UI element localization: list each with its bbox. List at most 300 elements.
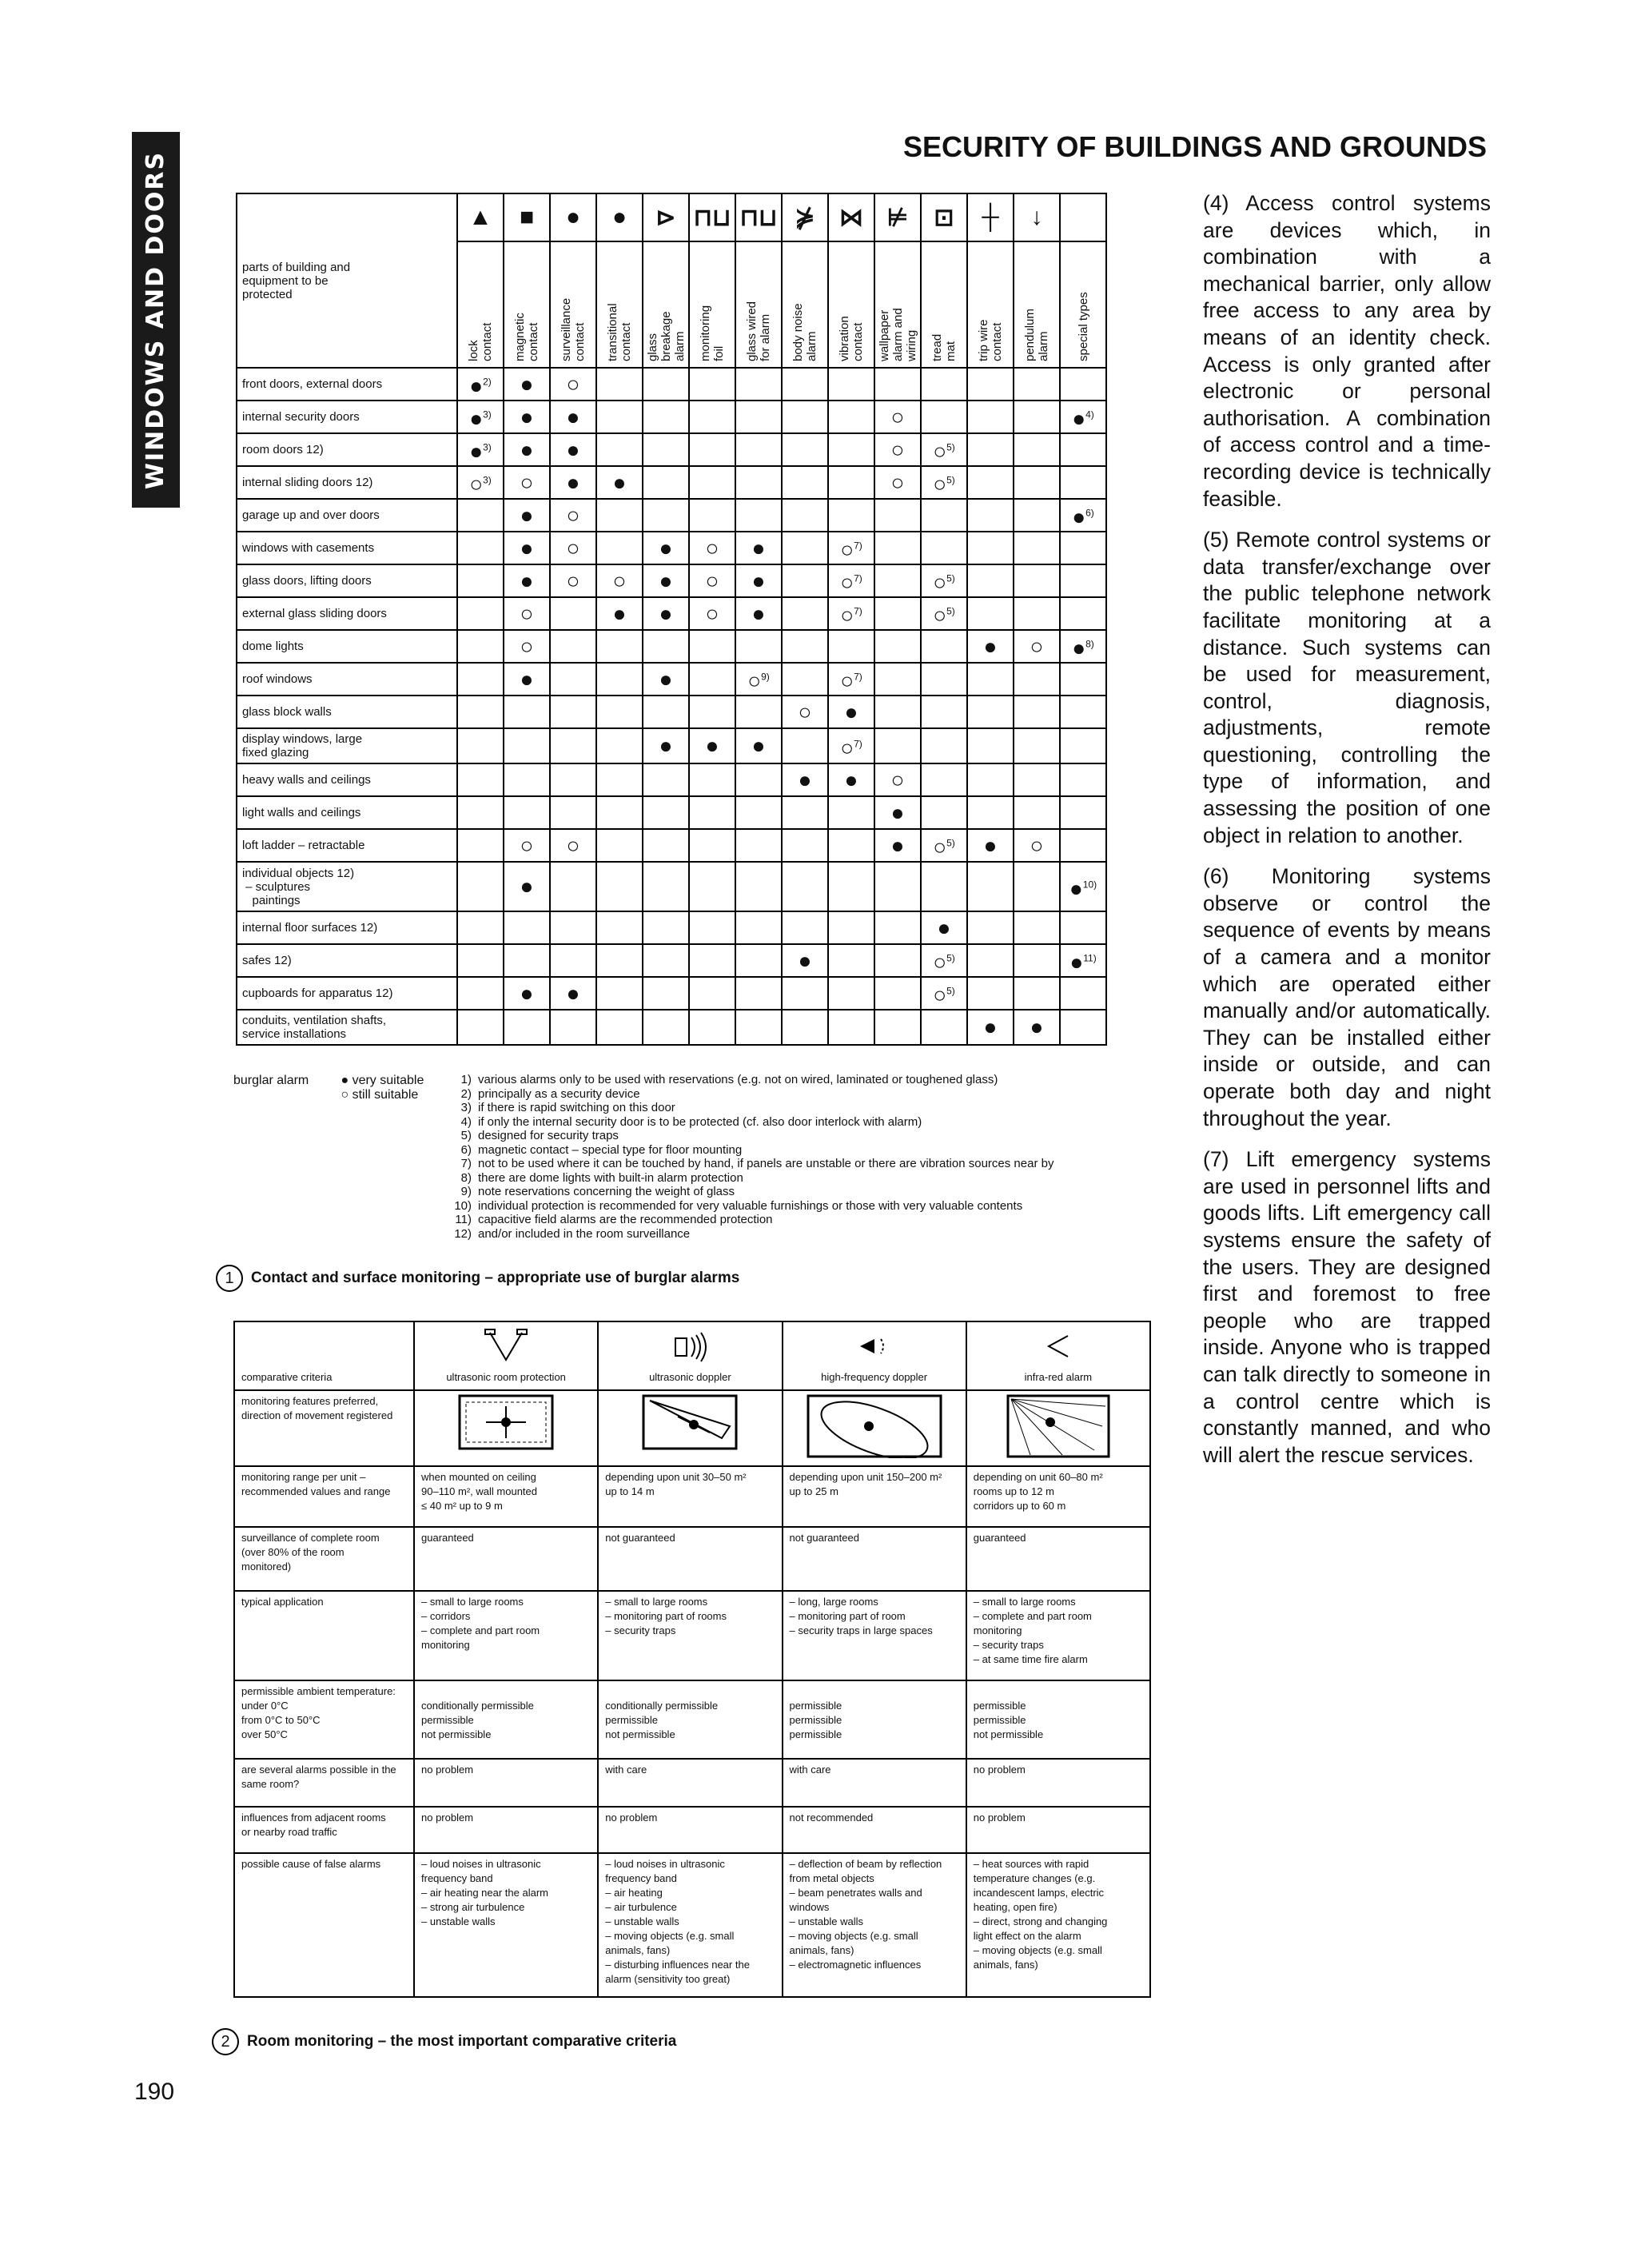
alarm-symbol-icon: ┼	[967, 193, 1014, 241]
suitability-mark: ○$^{5)}$	[933, 570, 955, 596]
suitability-mark: ●	[751, 733, 766, 758]
row-label: loft ladder – retractable	[237, 829, 457, 862]
table-cell	[1060, 829, 1106, 862]
table-cell	[689, 829, 735, 862]
table-cell	[1014, 696, 1060, 728]
table-cell	[782, 696, 828, 728]
column-header	[1014, 241, 1060, 368]
coverage-diagram	[414, 1390, 598, 1466]
table-cell	[457, 597, 504, 630]
table-cell	[874, 630, 921, 663]
suitability-mark: ●	[566, 469, 580, 495]
table-cell	[457, 401, 504, 433]
suitability-mark: ●	[520, 502, 534, 528]
table-cell	[735, 368, 782, 401]
alarm-symbol-icon	[1060, 193, 1106, 241]
table-cell	[967, 796, 1014, 829]
table-row	[234, 1591, 1150, 1680]
table-cell	[1014, 728, 1060, 763]
table-cell	[689, 1010, 735, 1045]
suitability-mark: ○$^{3)}$	[469, 472, 492, 497]
table-row	[237, 630, 1106, 663]
criteria-label: influences from adjacent rooms or nearby road traffic	[234, 1807, 414, 1853]
footnote-number: 9)	[460, 1185, 472, 1198]
coverage-diagram	[598, 1390, 782, 1466]
column-header-text: glass wired for alarm	[745, 301, 772, 361]
table-cell	[967, 597, 1014, 630]
table-row	[237, 597, 1106, 630]
suitability-mark: ○	[566, 371, 580, 397]
column-header	[596, 241, 643, 368]
footnote-text: designed for security traps	[478, 1129, 619, 1142]
table-cell	[735, 728, 782, 763]
table-cell	[457, 911, 504, 944]
table-cell	[967, 532, 1014, 564]
caption-1-text: Contact and surface monitoring – appropriate use of burglar alarms	[251, 1270, 740, 1286]
suitability-mark: ●	[566, 980, 580, 1006]
footnote	[448, 1227, 1053, 1242]
table-cell	[550, 564, 596, 597]
footnote-number: 11)	[455, 1213, 472, 1226]
column-header	[504, 241, 550, 368]
table-cell	[504, 977, 550, 1010]
table-cell	[689, 630, 735, 663]
table-cell	[1060, 862, 1106, 911]
table-cell	[550, 696, 596, 728]
table-cell	[689, 368, 735, 401]
table-cell	[504, 944, 550, 977]
suitability-mark: ○	[705, 568, 719, 593]
table-cell	[735, 401, 782, 433]
suitability-mark: ●	[937, 915, 951, 940]
suitability-mark: ●$^{10)}$	[1069, 875, 1097, 901]
table-cell	[596, 630, 643, 663]
table-cell	[504, 728, 550, 763]
table-cell	[828, 696, 874, 728]
footnote-text: if only the internal security door is to be protected (cf. also door interlock with alarm)	[478, 1114, 922, 1129]
table-cell	[1060, 696, 1106, 728]
table-row	[234, 1759, 1150, 1807]
suitability-mark: ○	[612, 568, 627, 593]
table-cell	[457, 763, 504, 796]
table-cell	[828, 401, 874, 433]
footnote-number: 8)	[460, 1170, 472, 1185]
suitability-mark: ○	[705, 600, 719, 626]
table-cell	[1060, 911, 1106, 944]
table-cell	[596, 829, 643, 862]
table-cell	[1060, 944, 1106, 977]
suitability-mark: ●	[566, 436, 580, 462]
column-header-text: trip wire contact	[977, 318, 1004, 361]
page-title: SECURITY OF BUILDINGS AND GROUNDS	[902, 130, 1487, 163]
alarm-type-header	[966, 1321, 1150, 1390]
caption-2	[212, 2028, 676, 2055]
row-label: display windows, large fixed glazing	[237, 728, 457, 763]
table-cell	[967, 911, 1014, 944]
table-cell	[921, 1010, 967, 1045]
footnote-number: 4)	[460, 1114, 472, 1129]
table-cell	[874, 944, 921, 977]
footnote	[448, 1115, 1053, 1130]
table-cell: not guaranteed	[783, 1527, 966, 1591]
column-header	[967, 241, 1014, 368]
table-cell	[550, 728, 596, 763]
table-cell	[967, 466, 1014, 499]
table-cell	[457, 1010, 504, 1045]
table-cell	[596, 1010, 643, 1045]
row-label: internal sliding doors 12)	[237, 466, 457, 499]
table-cell	[596, 944, 643, 977]
caption-2-number: 2	[212, 2028, 239, 2055]
table-cell	[874, 829, 921, 862]
table-cell	[921, 630, 967, 663]
table-cell	[689, 663, 735, 696]
table-cell	[457, 796, 504, 829]
table-row	[237, 862, 1106, 911]
suitability-mark: ○	[798, 699, 812, 724]
column-header-text: wallpaper alarm and wiring	[877, 307, 918, 361]
table-cell	[782, 532, 828, 564]
footnote-number: 1)	[460, 1073, 472, 1086]
table-cell	[921, 466, 967, 499]
table-cell	[874, 977, 921, 1010]
table-cell	[643, 564, 689, 597]
table-cell: – loud noises in ultrasonic frequency band – air heating – air turbulence – unstable walls – moving objects (e.g. small animals, fans) – disturbing influences near the alarm (sensitivity too great)	[598, 1853, 782, 1997]
table-cell	[643, 368, 689, 401]
suitability-mark: ●	[520, 371, 534, 397]
suitability-mark: ○	[566, 568, 580, 593]
alarm-symbol-icon	[605, 1326, 775, 1370]
table-cell	[782, 977, 828, 1010]
footnote-number: 10)	[454, 1198, 472, 1213]
table-cell	[689, 911, 735, 944]
table-cell	[782, 433, 828, 466]
alarm-symbol-icon: ⊭	[874, 193, 921, 241]
column-header-text: lock contact	[467, 322, 494, 361]
table-cell: guaranteed	[966, 1527, 1150, 1591]
table-cell	[735, 696, 782, 728]
footnote	[448, 1073, 1053, 1087]
alarm-type-name: ultrasonic room protection	[446, 1371, 566, 1383]
table-cell	[874, 728, 921, 763]
criteria-label: typical application	[234, 1591, 414, 1680]
table-cell	[735, 663, 782, 696]
suitability-mark: ○$^{5)}$	[933, 950, 955, 975]
suitability-mark: ●	[798, 767, 812, 792]
table-cell	[643, 401, 689, 433]
row-label: conduits, ventilation shafts, service installations	[237, 1010, 457, 1045]
table-cell	[782, 1010, 828, 1045]
table-cell	[550, 763, 596, 796]
table-cell	[689, 564, 735, 597]
table-cell	[689, 433, 735, 466]
table-cell	[457, 862, 504, 911]
table-cell: no problem	[598, 1807, 782, 1853]
suitability-mark: ○	[890, 436, 905, 462]
row-label: cupboards for apparatus 12)	[237, 977, 457, 1010]
footnote-text: principally as a security device	[478, 1086, 640, 1101]
table-cell	[504, 368, 550, 401]
footnote	[448, 1129, 1053, 1143]
footnote	[448, 1185, 1053, 1199]
table-row	[234, 1527, 1150, 1591]
alarm-symbol-icon: ⊳	[643, 193, 689, 241]
table-row	[234, 1390, 1150, 1466]
table-cell	[596, 466, 643, 499]
paragraph-remote-control: (5) Remote control systems or data transfer/exchange over the public telephone network facilitate monitoring at a distance. Such systems can be used for measurement, control, diagnosis, adjustments, remote questioning, controlling the type of information, and assessing the position of one object in relation to another.	[1203, 528, 1491, 847]
criteria-label: monitoring features preferred, direction of movement registered	[234, 1390, 414, 1466]
suitability-mark: ○	[1030, 633, 1044, 659]
table-cell	[457, 829, 504, 862]
table-cell	[596, 401, 643, 433]
table-cell	[828, 466, 874, 499]
table-cell	[643, 597, 689, 630]
suitability-mark: ○$^{7)}$	[840, 735, 862, 760]
table-cell	[643, 911, 689, 944]
table-row	[234, 1680, 1150, 1759]
suitability-mark: ●	[890, 799, 905, 825]
suitability-mark: ○	[566, 832, 580, 858]
table-cell	[782, 466, 828, 499]
table-cell	[921, 944, 967, 977]
suitability-mark: ●$^{6)}$	[1072, 504, 1094, 530]
table-cell	[1014, 499, 1060, 532]
alarm-type-header	[783, 1321, 966, 1390]
table-cell	[828, 630, 874, 663]
coverage-diagram	[783, 1390, 966, 1466]
column-header	[1060, 241, 1106, 368]
table-cell: not recommended	[783, 1807, 966, 1853]
table-cell	[1014, 763, 1060, 796]
table-cell: depending on unit 60–80 m² rooms up to 12 m corridors up to 60 m	[966, 1466, 1150, 1527]
row-label: room doors 12)	[237, 433, 457, 466]
table-cell	[689, 696, 735, 728]
table-cell: conditionally permissible permissible not permissible	[414, 1680, 598, 1759]
table-cell	[1060, 368, 1106, 401]
table-cell	[735, 829, 782, 862]
table-cell	[504, 433, 550, 466]
suitability-mark: ●	[751, 535, 766, 560]
table-cell	[1014, 564, 1060, 597]
row-label: garage up and over doors	[237, 499, 457, 532]
legend-still-suitable: ○ still suitable	[341, 1088, 419, 1102]
table-cell	[596, 862, 643, 911]
table-cell	[967, 829, 1014, 862]
table-cell: – small to large rooms – monitoring part of rooms – security traps	[598, 1591, 782, 1680]
suitability-mark: ●$^{3)}$	[469, 406, 492, 432]
table-cell: no problem	[966, 1759, 1150, 1807]
table-row	[237, 466, 1106, 499]
suitability-mark: ●	[983, 1014, 998, 1039]
room-monitoring-table	[233, 1321, 1151, 1998]
table-row	[237, 433, 1106, 466]
suitability-mark: ●$^{8)}$	[1072, 636, 1094, 661]
column-header-text: body noise alarm	[791, 302, 818, 361]
table-cell	[967, 763, 1014, 796]
footnote	[448, 1087, 1053, 1102]
footnote-text: magnetic contact – special type for floor mounting	[478, 1142, 743, 1157]
table-cell	[596, 564, 643, 597]
table-cell	[782, 911, 828, 944]
table-cell	[921, 368, 967, 401]
table-cell	[735, 532, 782, 564]
paragraph-monitoring-systems: (6) Monitoring systems observe or control the sequence of events by means of a camera and a monitor which are operated either manually and/or automatically. They can be installed either inside or outside, and can operate both day and night throughout the year.	[1203, 864, 1491, 1130]
table-cell	[596, 499, 643, 532]
alarm-symbol-icon: ⋡	[782, 193, 828, 241]
suitability-mark: ○	[520, 469, 534, 495]
footnote	[448, 1199, 1053, 1214]
table-cell	[921, 763, 967, 796]
table-row	[237, 977, 1106, 1010]
table-cell: depending upon unit 30–50 m² up to 14 m	[598, 1466, 782, 1527]
suitability-mark: ○	[705, 535, 719, 560]
table-cell	[828, 368, 874, 401]
table-cell	[782, 944, 828, 977]
table-cell	[874, 796, 921, 829]
table-cell: conditionally permissible permissible not permissible	[598, 1680, 782, 1759]
table-cell	[921, 728, 967, 763]
criteria-label: surveillance of complete room (over 80% of the room monitored)	[234, 1527, 414, 1591]
table-cell	[1060, 1010, 1106, 1045]
table-cell	[874, 696, 921, 728]
table-cell	[550, 944, 596, 977]
table-cell	[504, 829, 550, 862]
table-cell	[504, 862, 550, 911]
sidebar-title: WINDOWS AND DOORS	[141, 150, 170, 489]
table-cell	[782, 597, 828, 630]
suitability-mark: ●$^{11)}$	[1069, 950, 1097, 975]
column-header	[689, 241, 735, 368]
row-label: glass block walls	[237, 696, 457, 728]
suitability-mark: ○	[566, 535, 580, 560]
table-cell: – small to large rooms – corridors – complete and part room monitoring	[414, 1591, 598, 1680]
table-cell	[643, 944, 689, 977]
table-cell	[782, 401, 828, 433]
table-cell	[874, 862, 921, 911]
table-cell	[1060, 564, 1106, 597]
table-cell	[1014, 829, 1060, 862]
table-row	[234, 1466, 1150, 1527]
alarm-type-header	[414, 1321, 598, 1390]
table-cell	[967, 401, 1014, 433]
table-cell	[504, 499, 550, 532]
table-cell	[504, 696, 550, 728]
table-cell	[643, 696, 689, 728]
table-cell	[828, 911, 874, 944]
alarm-symbol-icon	[421, 1326, 591, 1370]
suitability-mark: ●	[520, 436, 534, 462]
table-cell	[735, 433, 782, 466]
suitability-mark: ●	[844, 767, 858, 792]
table-cell	[782, 630, 828, 663]
suitability-mark: ○	[520, 600, 534, 626]
table-cell	[735, 1010, 782, 1045]
table-cell	[643, 728, 689, 763]
suitability-mark: ○$^{5)}$	[933, 603, 955, 628]
table-cell	[550, 597, 596, 630]
column-header-text: transitional contact	[606, 302, 633, 361]
table-cell	[689, 597, 735, 630]
table-row	[234, 1853, 1150, 1997]
suitability-mark: ●	[520, 568, 534, 593]
row-label: dome lights	[237, 630, 457, 663]
suitability-mark: ○	[520, 832, 534, 858]
table-cell	[921, 911, 967, 944]
table-cell	[1014, 796, 1060, 829]
suitability-mark: ●	[983, 832, 998, 858]
table-cell	[689, 401, 735, 433]
table-cell	[596, 663, 643, 696]
table-cell	[504, 1010, 550, 1045]
table-row	[237, 499, 1106, 532]
table-cell	[1060, 796, 1106, 829]
table-cell	[550, 1010, 596, 1045]
table-cell	[921, 977, 967, 1010]
table-cell	[1014, 368, 1060, 401]
table-cell	[1060, 532, 1106, 564]
column-header-text: glass breakage alarm	[645, 310, 687, 361]
suitability-mark: ●$^{4)}$	[1072, 406, 1094, 432]
table-cell	[967, 977, 1014, 1010]
suitability-mark: ●	[612, 469, 627, 495]
footnote-number: 6)	[460, 1142, 472, 1157]
footnote-number: 5)	[460, 1129, 472, 1142]
table-cell	[782, 862, 828, 911]
footnote-number: 7)	[460, 1157, 472, 1170]
table-cell	[689, 977, 735, 1010]
table-cell: no problem	[966, 1807, 1150, 1853]
column-header	[550, 241, 596, 368]
table-cell: with care	[598, 1759, 782, 1807]
table-cell	[735, 499, 782, 532]
table-cell	[782, 796, 828, 829]
suitability-mark: ○$^{7)}$	[840, 603, 862, 628]
table-cell	[967, 433, 1014, 466]
table-cell: – deflection of beam by reflection from metal objects – beam penetrates walls and windows – unstable walls – moving objects (e.g. small animals, fans) – electromagnetic influences	[783, 1853, 966, 1997]
alarm-type-header	[598, 1321, 782, 1390]
suitability-mark: ●	[612, 600, 627, 626]
table-cell	[782, 728, 828, 763]
row-label: windows with casements	[237, 532, 457, 564]
table-row	[237, 1010, 1106, 1045]
table-cell	[689, 499, 735, 532]
suitability-mark: ●	[1030, 1014, 1044, 1039]
table-cell	[874, 597, 921, 630]
table-cell	[874, 911, 921, 944]
paragraph-lift-emergency: (7) Lift emergency systems are used in personnel lifts and goods lifts. Lift emergency call systems ensure the safety of the users. They are designed first and foremost to free people who are trapped inside. Anyone who is trapped can talk directly to someone in a control centre which is constantly manned, and who will alert the rescue services.	[1203, 1147, 1491, 1467]
table-cell	[1014, 433, 1060, 466]
table-cell	[457, 433, 504, 466]
column-header-text: vibration contact	[838, 315, 865, 361]
table-cell	[1060, 630, 1106, 663]
table-cell	[504, 532, 550, 564]
table-cell	[828, 944, 874, 977]
legend-very-suitable: ● very suitable	[341, 1074, 424, 1087]
table-cell	[921, 796, 967, 829]
suitability-mark: ○	[890, 469, 905, 495]
column-header	[828, 241, 874, 368]
table-cell	[1014, 944, 1060, 977]
table-cell	[921, 401, 967, 433]
page-number: 190	[134, 2079, 175, 2105]
table-cell	[828, 829, 874, 862]
table-cell	[596, 433, 643, 466]
table-cell: guaranteed	[414, 1527, 598, 1591]
table-cell	[457, 977, 504, 1010]
suitability-mark: ○	[566, 502, 580, 528]
alarm-symbol-icon: ■	[504, 193, 550, 241]
table-cell	[504, 796, 550, 829]
